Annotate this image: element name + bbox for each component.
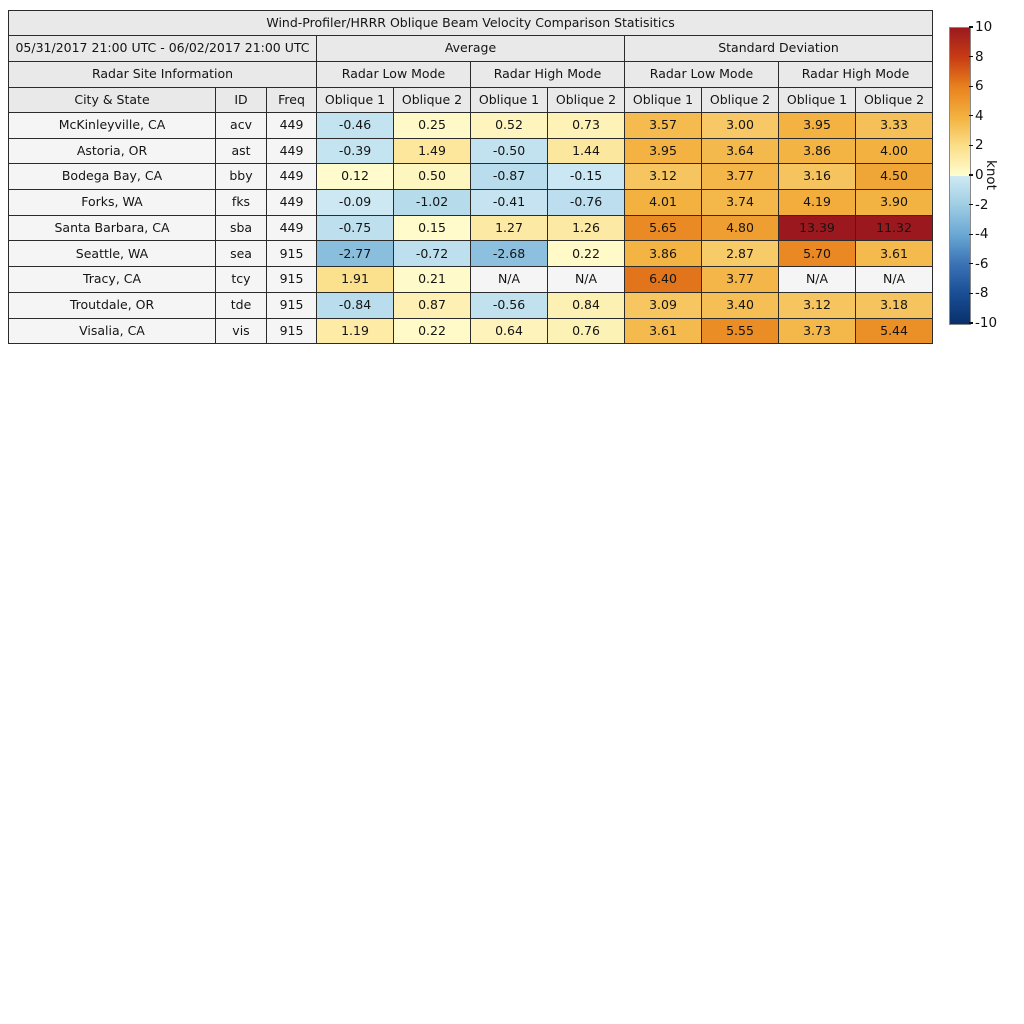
oblique2-column-header: Oblique 2 bbox=[856, 88, 933, 113]
colorbar-tick-mark bbox=[969, 293, 973, 294]
std-low-mode-header: Radar Low Mode bbox=[625, 62, 779, 88]
id-cell: vis bbox=[216, 318, 267, 344]
value-cell: -0.76 bbox=[548, 190, 625, 216]
value-cell: 0.73 bbox=[548, 113, 625, 139]
value-cell: 4.00 bbox=[856, 138, 933, 164]
colorbar bbox=[949, 27, 971, 325]
colorbar-tick-mark bbox=[969, 174, 973, 175]
table-row bbox=[9, 318, 933, 344]
average-group-header: Average bbox=[317, 36, 625, 62]
freq-cell: 915 bbox=[267, 267, 317, 293]
value-cell: 0.12 bbox=[317, 164, 394, 190]
colorbar-tick-label: -8 bbox=[975, 285, 989, 302]
colorbar-tick-mark bbox=[969, 145, 973, 146]
value-cell: 0.76 bbox=[548, 318, 625, 344]
value-cell: 0.50 bbox=[394, 164, 471, 190]
value-cell: -0.15 bbox=[548, 164, 625, 190]
value-cell: 5.65 bbox=[625, 215, 702, 241]
table-row bbox=[9, 241, 933, 267]
id-cell: tcy bbox=[216, 267, 267, 293]
colorbar-tick-label: 4 bbox=[975, 107, 984, 124]
oblique1-column-header: Oblique 1 bbox=[625, 88, 702, 113]
table-row bbox=[9, 190, 933, 216]
value-cell: 3.33 bbox=[856, 113, 933, 139]
table-row bbox=[9, 113, 933, 139]
value-cell: -0.09 bbox=[317, 190, 394, 216]
value-cell: 0.52 bbox=[471, 113, 548, 139]
value-cell: -0.87 bbox=[471, 164, 548, 190]
colorbar-tick-mark bbox=[969, 115, 973, 116]
id-cell: acv bbox=[216, 113, 267, 139]
value-cell: 3.77 bbox=[702, 164, 779, 190]
table-title: Wind-Profiler/HRRR Oblique Beam Velocity Comparison Statisitics bbox=[9, 11, 933, 36]
value-cell: -0.39 bbox=[317, 138, 394, 164]
oblique2-column-header: Oblique 2 bbox=[394, 88, 471, 113]
city-cell: Forks, WA bbox=[9, 190, 216, 216]
value-cell: 0.87 bbox=[394, 292, 471, 318]
value-cell: 3.95 bbox=[779, 113, 856, 139]
value-cell: 3.90 bbox=[856, 190, 933, 216]
value-cell: 4.01 bbox=[625, 190, 702, 216]
value-cell: 3.00 bbox=[702, 113, 779, 139]
id-cell: sba bbox=[216, 215, 267, 241]
colorbar-tick-label: 8 bbox=[975, 48, 984, 65]
city-cell: Tracy, CA bbox=[9, 267, 216, 293]
colorbar-tick-mark bbox=[969, 204, 973, 205]
std-high-mode-header: Radar High Mode bbox=[779, 62, 933, 88]
city-cell: Santa Barbara, CA bbox=[9, 215, 216, 241]
value-cell: 3.57 bbox=[625, 113, 702, 139]
value-cell: 3.12 bbox=[779, 292, 856, 318]
value-cell: 1.49 bbox=[394, 138, 471, 164]
id-cell: bby bbox=[216, 164, 267, 190]
value-cell: -0.56 bbox=[471, 292, 548, 318]
value-cell: 3.86 bbox=[779, 138, 856, 164]
value-cell: 0.22 bbox=[548, 241, 625, 267]
avg-high-mode-header: Radar High Mode bbox=[471, 62, 625, 88]
oblique1-column-header: Oblique 1 bbox=[779, 88, 856, 113]
value-cell: 3.18 bbox=[856, 292, 933, 318]
value-cell: N/A bbox=[779, 267, 856, 293]
city-cell: Astoria, OR bbox=[9, 138, 216, 164]
value-cell: 0.25 bbox=[394, 113, 471, 139]
value-cell: -0.72 bbox=[394, 241, 471, 267]
freq-cell: 449 bbox=[267, 215, 317, 241]
value-cell: 3.09 bbox=[625, 292, 702, 318]
value-cell: 3.61 bbox=[856, 241, 933, 267]
colorbar-tick-mark bbox=[969, 322, 973, 323]
city-column-header: City & State bbox=[9, 88, 216, 113]
avg-low-mode-header: Radar Low Mode bbox=[317, 62, 471, 88]
value-cell: -2.68 bbox=[471, 241, 548, 267]
value-cell: 4.80 bbox=[702, 215, 779, 241]
value-cell: 3.40 bbox=[702, 292, 779, 318]
value-cell: N/A bbox=[471, 267, 548, 293]
freq-column-header: Freq bbox=[267, 88, 317, 113]
city-cell: Visalia, CA bbox=[9, 318, 216, 344]
freq-cell: 915 bbox=[267, 241, 317, 267]
value-cell: 0.21 bbox=[394, 267, 471, 293]
table-row bbox=[9, 215, 933, 241]
value-cell: 5.55 bbox=[702, 318, 779, 344]
id-cell: ast bbox=[216, 138, 267, 164]
value-cell: 3.73 bbox=[779, 318, 856, 344]
table-row bbox=[9, 292, 933, 318]
freq-cell: 449 bbox=[267, 164, 317, 190]
colorbar-tick-label: 2 bbox=[975, 137, 984, 154]
value-cell: 0.64 bbox=[471, 318, 548, 344]
value-cell: 5.44 bbox=[856, 318, 933, 344]
freq-cell: 915 bbox=[267, 318, 317, 344]
value-cell: -2.77 bbox=[317, 241, 394, 267]
value-cell: 4.19 bbox=[779, 190, 856, 216]
table-row bbox=[9, 164, 933, 190]
city-cell: Bodega Bay, CA bbox=[9, 164, 216, 190]
id-cell: tde bbox=[216, 292, 267, 318]
value-cell: -1.02 bbox=[394, 190, 471, 216]
oblique1-column-header: Oblique 1 bbox=[471, 88, 548, 113]
value-cell: -0.84 bbox=[317, 292, 394, 318]
value-cell: 1.27 bbox=[471, 215, 548, 241]
value-cell: 0.84 bbox=[548, 292, 625, 318]
value-cell: N/A bbox=[548, 267, 625, 293]
id-cell: sea bbox=[216, 241, 267, 267]
city-cell: McKinleyville, CA bbox=[9, 113, 216, 139]
id-column-header: ID bbox=[216, 88, 267, 113]
colorbar-tick-label: -10 bbox=[975, 315, 998, 331]
value-cell: 3.16 bbox=[779, 164, 856, 190]
value-cell: 3.77 bbox=[702, 267, 779, 293]
value-cell: 11.32 bbox=[856, 215, 933, 241]
table-row bbox=[9, 138, 933, 164]
colorbar-tick-label: 6 bbox=[975, 78, 984, 95]
value-cell: 3.74 bbox=[702, 190, 779, 216]
colorbar-tick-mark bbox=[969, 263, 973, 264]
table-body bbox=[9, 113, 933, 344]
site-info-header: Radar Site Information bbox=[9, 62, 317, 88]
value-cell: 3.95 bbox=[625, 138, 702, 164]
freq-cell: 915 bbox=[267, 292, 317, 318]
colorbar-tick-label: -6 bbox=[975, 255, 989, 272]
value-cell: -0.50 bbox=[471, 138, 548, 164]
value-cell: 2.87 bbox=[702, 241, 779, 267]
value-cell: -0.41 bbox=[471, 190, 548, 216]
table-row bbox=[9, 267, 933, 293]
colorbar-tick-mark bbox=[969, 26, 973, 27]
oblique1-column-header: Oblique 1 bbox=[317, 88, 394, 113]
oblique2-column-header: Oblique 2 bbox=[702, 88, 779, 113]
value-cell: 4.50 bbox=[856, 164, 933, 190]
oblique2-column-header: Oblique 2 bbox=[548, 88, 625, 113]
comparison-table bbox=[8, 10, 933, 344]
colorbar-tick-label: -2 bbox=[975, 196, 989, 213]
value-cell: 6.40 bbox=[625, 267, 702, 293]
freq-cell: 449 bbox=[267, 138, 317, 164]
value-cell: 1.91 bbox=[317, 267, 394, 293]
value-cell: 3.64 bbox=[702, 138, 779, 164]
value-cell: -0.46 bbox=[317, 113, 394, 139]
value-cell: 13.39 bbox=[779, 215, 856, 241]
freq-cell: 449 bbox=[267, 113, 317, 139]
std-dev-group-header: Standard Deviation bbox=[625, 36, 933, 62]
value-cell: 0.22 bbox=[394, 318, 471, 344]
city-cell: Troutdale, OR bbox=[9, 292, 216, 318]
value-cell: 1.26 bbox=[548, 215, 625, 241]
colorbar-tick-label: 0 bbox=[975, 167, 984, 183]
city-cell: Seattle, WA bbox=[9, 241, 216, 267]
value-cell: 1.44 bbox=[548, 138, 625, 164]
colorbar-tick-mark bbox=[969, 86, 973, 87]
colorbar-tick-mark bbox=[969, 56, 973, 57]
value-cell: 5.70 bbox=[779, 241, 856, 267]
value-cell: 3.86 bbox=[625, 241, 702, 267]
date-range-cell: 05/31/2017 21:00 UTC - 06/02/2017 21:00 UTC bbox=[9, 36, 317, 62]
colorbar-tick-label: -4 bbox=[975, 226, 989, 243]
value-cell: 0.15 bbox=[394, 215, 471, 241]
freq-cell: 449 bbox=[267, 190, 317, 216]
value-cell: 3.61 bbox=[625, 318, 702, 344]
value-cell: -0.75 bbox=[317, 215, 394, 241]
colorbar-tick-mark bbox=[969, 234, 973, 235]
colorbar-tick-label: 10 bbox=[975, 19, 993, 35]
id-cell: fks bbox=[216, 190, 267, 216]
colorbar-unit-label: knot bbox=[983, 160, 999, 190]
value-cell: N/A bbox=[856, 267, 933, 293]
value-cell: 1.19 bbox=[317, 318, 394, 344]
value-cell: 3.12 bbox=[625, 164, 702, 190]
